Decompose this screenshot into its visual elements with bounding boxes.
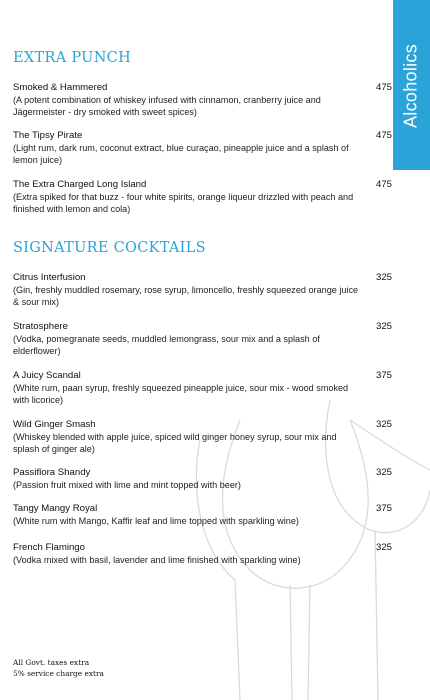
footer-notes	[13, 657, 104, 679]
item-name: Smoked & Hammered	[13, 82, 108, 93]
menu-item	[13, 419, 395, 455]
item-description: (Whiskey blended with apple juice, spiced wild ginger honey syrup, sour mix and splash of ginger ale)	[13, 432, 337, 454]
menu-item	[13, 542, 395, 566]
section-heading-extra-punch: EXTRA PUNCH	[13, 50, 132, 66]
item-description: (Light rum, dark rum, coconut extract, blue curaçao, pineapple juice and a splash of lemon juice)	[13, 143, 349, 165]
item-name: A Juicy Scandal	[13, 370, 81, 381]
section-side-tab[interactable]	[393, 0, 430, 170]
side-tab-label: Alcoholics	[400, 43, 421, 129]
item-price: 375	[376, 503, 393, 514]
menu-item	[13, 82, 395, 118]
item-price: 325	[376, 272, 393, 283]
item-description: (Extra spiked for that buzz - four white spirits, orange liqueur drizzled with peach and finished with lemon and cola)	[13, 192, 354, 214]
item-name: The Tipsy Pirate	[13, 130, 83, 141]
item-price: 475	[376, 82, 393, 93]
menu-item	[13, 179, 395, 215]
item-description: (Gin, freshly muddled rosemary, rose syrup, limoncello, freshly squeezed orange juice & sour mix)	[13, 285, 359, 307]
item-name: Citrus Interfusion	[13, 272, 86, 283]
item-description: (Vodka mixed with basil, lavender and lime finished with sparkling wine)	[13, 555, 301, 565]
item-price: 325	[376, 419, 393, 430]
item-price: 475	[376, 179, 393, 190]
footer-tax-note: All Govt. taxes extra	[13, 658, 90, 667]
item-description: (Vodka, pomegranate seeds, muddled lemongrass, sour mix and a splash of elderflower)	[13, 334, 320, 356]
footer-service-note: 5% service charge extra	[13, 669, 104, 678]
item-description: (Passion fruit mixed with lime and mint topped with beer)	[13, 480, 241, 490]
menu-item	[13, 467, 395, 491]
item-name: Stratosphere	[13, 321, 68, 332]
item-name: Wild Ginger Smash	[13, 419, 96, 430]
item-name: French Flamingo	[13, 542, 85, 553]
item-price: 325	[376, 467, 393, 478]
item-description: (White rum with Mango, Kaffir leaf and lime topped with sparkling wine)	[13, 516, 299, 526]
menu-item	[13, 130, 395, 166]
item-price: 475	[376, 130, 393, 141]
menu-item	[13, 503, 395, 527]
item-description: (A potent combination of whiskey infused with cinnamon, cranberry juice and Jägermeister - dry smoked with sweet spices)	[13, 95, 321, 117]
item-name: Tangy Mangy Royal	[13, 503, 98, 514]
menu-item	[13, 321, 395, 357]
item-description: (White rum, paan syrup, freshly squeezed pineapple juice, sour mix - wood smoked with licorice)	[13, 383, 349, 405]
item-name: The Extra Charged Long Island	[13, 179, 147, 190]
item-price: 325	[376, 542, 393, 553]
item-price: 375	[376, 370, 393, 381]
item-price: 325	[376, 321, 393, 332]
menu-item	[13, 272, 395, 308]
item-name: Passiflora Shandy	[13, 467, 91, 478]
section-heading-signature-cocktails: SIGNATURE COCKTAILS	[13, 240, 206, 256]
menu-item	[13, 370, 395, 406]
